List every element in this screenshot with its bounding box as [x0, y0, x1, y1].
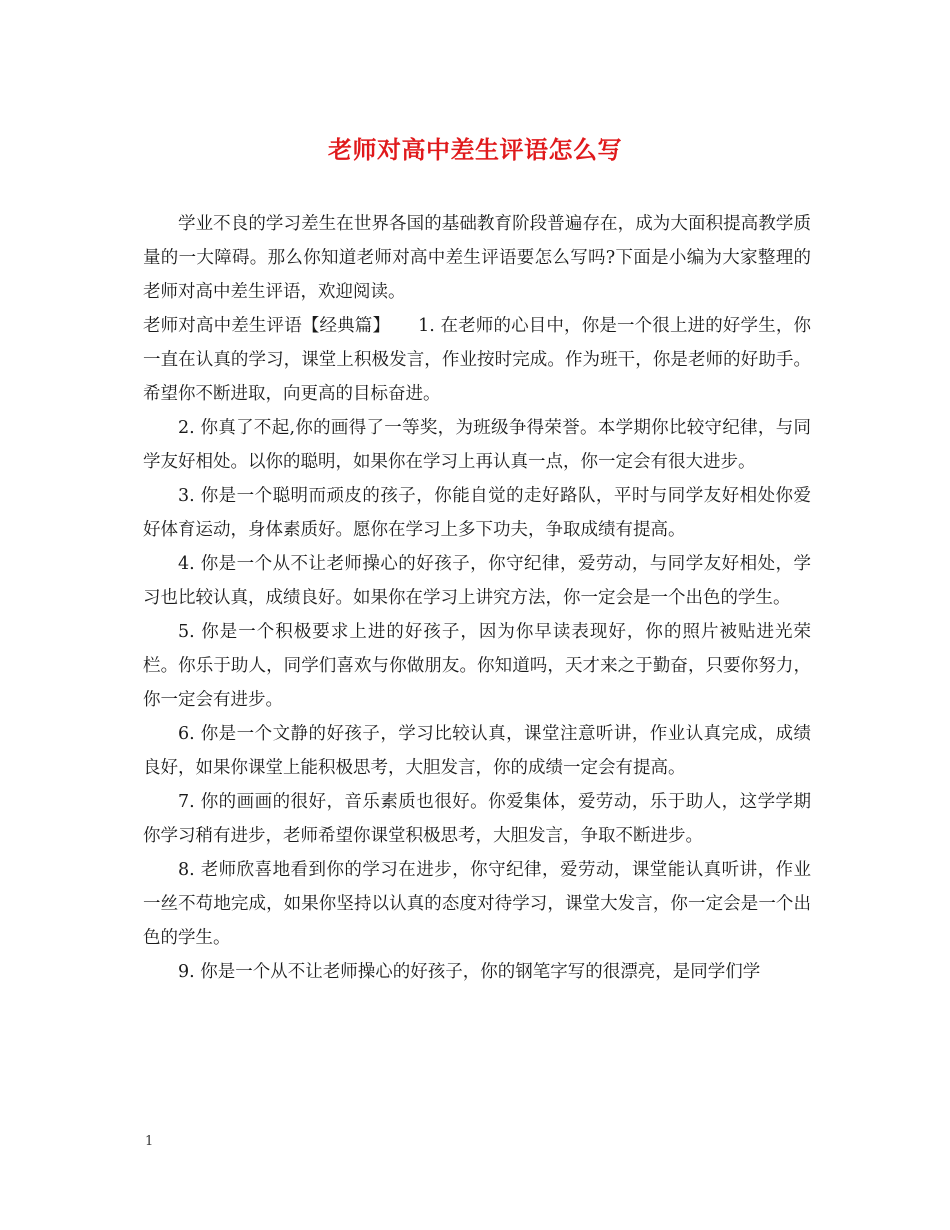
- section-paragraph: [143, 309, 811, 411]
- evaluation-item-5: 5. 你是一个积极要求上进的好孩子，因为你早读表现好，你的照片被贴进光荣栏。你乐于助人，同学们喜欢与你做朋友。你知道吗，天才来之于勤奋，只要你努力，你一定会有进步。: [143, 622, 811, 710]
- page-number: 1: [145, 1134, 154, 1149]
- document-title: 老师对高中差生评语怎么写: [328, 135, 622, 164]
- evaluation-item-9: 9. 你是一个从不让老师操心的好孩子，你的钢笔字写的很漂亮，是同学们学: [178, 962, 761, 982]
- section-heading: 老师对高中差生评语【经典篇】: [143, 316, 391, 336]
- evaluation-item-1: 1. 在老师的心目中，你是一个很上进的好学生，你一直在认真的学习，课堂上积极发言，作业按时完成。作为班干，你是老师的好助手。希望你不断进取，向更高的目标奋进。: [143, 316, 811, 404]
- evaluation-item-2: 2. 你真了不起,你的画得了一等奖，为班级争得荣誉。本学期你比较守纪律，与同学友好相处。以你的聪明，如果你在学习上再认真一点，你一定会有很大进步。: [143, 418, 811, 472]
- evaluation-item-7: 7. 你的画画的很好，音乐素质也很好。你爱集体，爱劳动，乐于助人，这学学期你学习稍有进步，老师希望你课堂积极思考，大胆发言，争取不断进步。: [143, 792, 811, 846]
- evaluation-item-3: 3. 你是一个聪明而顽皮的孩子，你能自觉的走好路队，平时与同学友好相处你爱好体育运动，身体素质好。愿你在学习上多下功夫，争取成绩有提高。: [143, 486, 811, 540]
- evaluation-item-4: 4. 你是一个从不让老师操心的好孩子，你守纪律，爱劳动，与同学友好相处，学习也比较认真，成绩良好。如果你在学习上讲究方法，你一定会是一个出色的学生。: [143, 554, 811, 608]
- evaluation-item-8: 8. 老师欣喜地看到你的学习在进步，你守纪律，爱劳动，课堂能认真听讲，作业一丝不苟地完成，如果你坚持以认真的态度对待学习，课堂大发言，你一定会是一个出色的学生。: [143, 860, 811, 948]
- evaluation-item-6: 6. 你是一个文静的好孩子，学习比较认真，课堂注意听讲，作业认真完成，成绩良好，如果你课堂上能积极思考，大胆发言，你的成绩一定会有提高。: [143, 724, 811, 778]
- intro-paragraph: 学业不良的学习差生在世界各国的基础教育阶段普遍存在，成为大面积提高教学质量的一大障碍。那么你知道老师对高中差生评语要怎么写吗?下面是小编为大家整理的老师对高中差生评语，欢迎阅读。: [143, 214, 811, 302]
- document-body: [143, 207, 811, 989]
